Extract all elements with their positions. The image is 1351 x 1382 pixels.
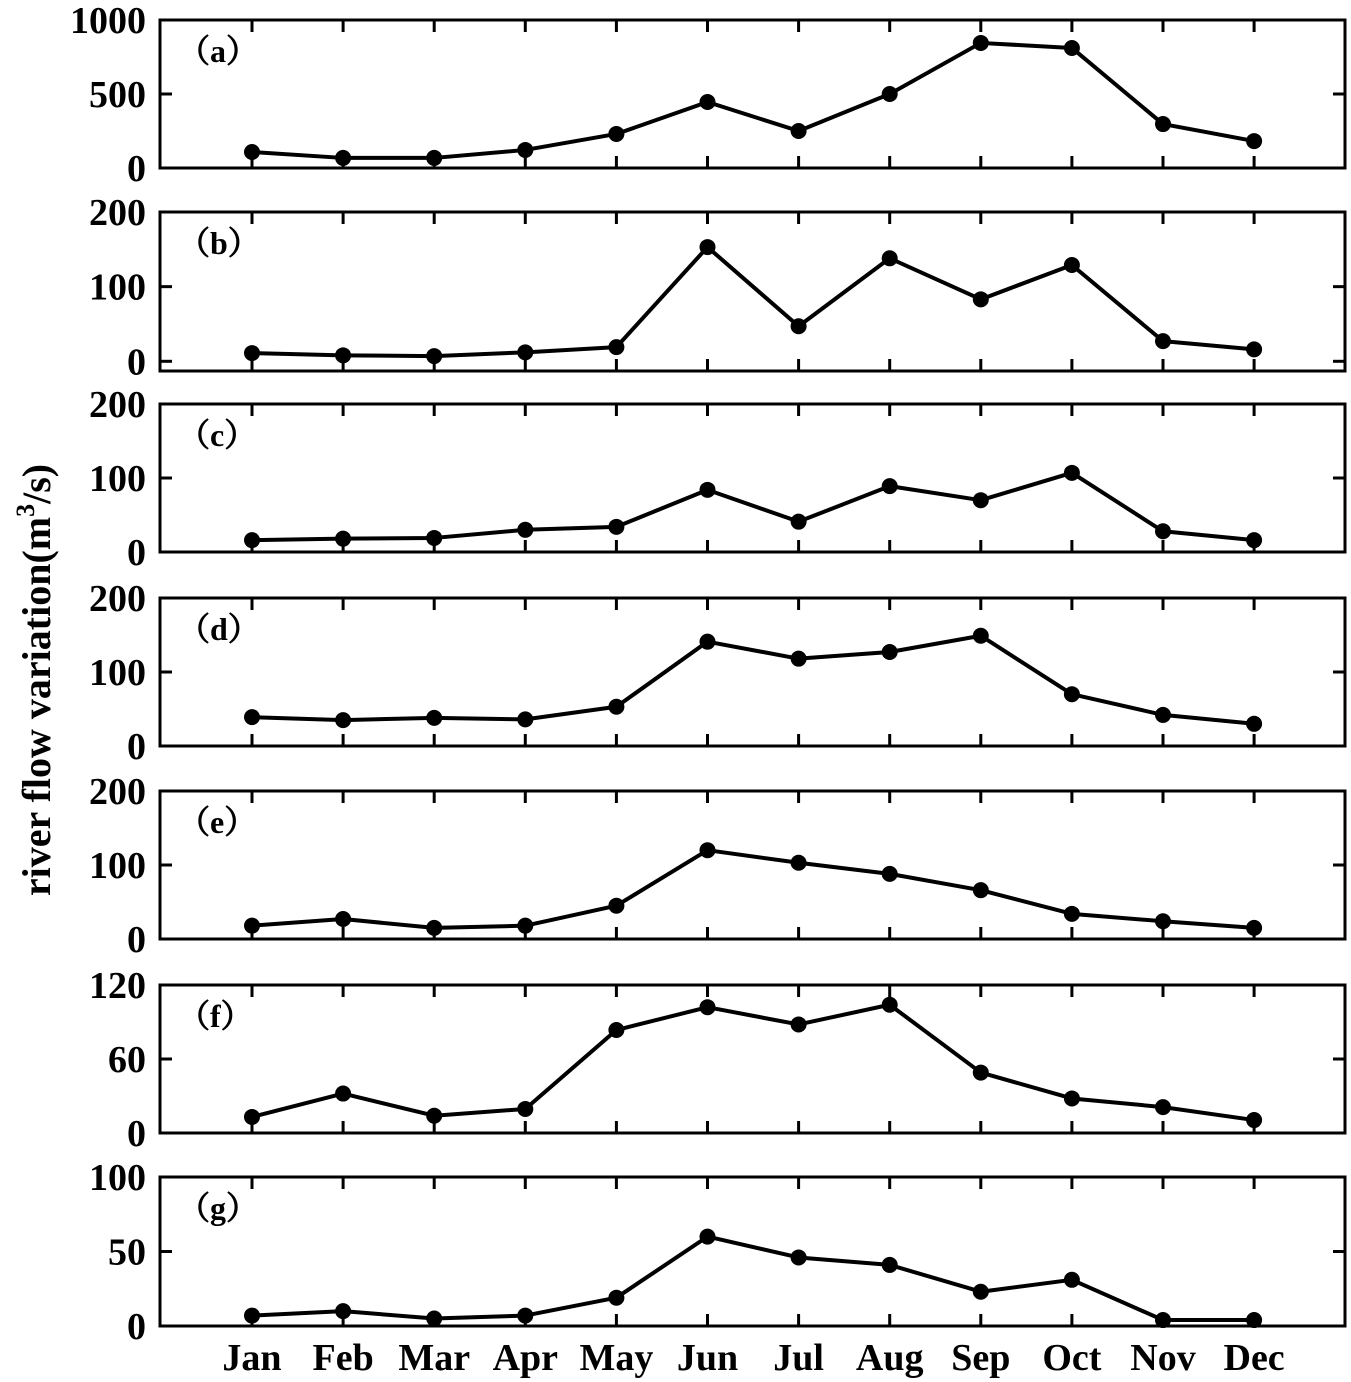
data-point-jun [700,1229,716,1245]
data-point-jan [244,918,260,934]
data-point-jan [244,144,260,160]
data-point-dec [1246,716,1262,732]
x-tick-label: Jun [676,1337,739,1379]
data-point-sep [973,628,989,644]
data-point-oct [1064,906,1080,922]
data-point-sep [973,291,989,307]
series-line [252,850,1254,928]
data-point-jun [700,842,716,858]
data-point-feb [335,911,351,927]
y-tick-label: 0 [127,919,146,961]
panel-label: （e） [178,804,257,840]
y-tick-label: 200 [89,578,146,620]
data-point-mar [426,1311,442,1327]
data-point-may [608,898,624,914]
y-tick-label: 0 [127,1113,146,1155]
data-point-aug [882,1257,898,1273]
data-point-apr [517,711,533,727]
x-tick-label: Jan [222,1337,282,1379]
data-point-dec [1246,133,1262,149]
data-point-feb [335,1086,351,1102]
y-axis-label: river flow $variation(m^3/s)$ [11,463,59,897]
data-point-oct [1064,257,1080,273]
data-point-apr [517,918,533,934]
x-tick-label: Feb [312,1337,374,1379]
data-point-jun [700,94,716,110]
data-point-sep [973,1065,989,1081]
y-tick-label: 200 [89,384,146,426]
data-point-dec [1246,1112,1262,1128]
data-point-feb [335,1303,351,1319]
data-point-jul [791,1016,807,1032]
data-point-mar [426,348,442,364]
data-point-may [608,699,624,715]
series-line [252,636,1254,724]
data-point-oct [1064,40,1080,56]
data-point-aug [882,478,898,494]
data-point-may [608,1022,624,1038]
panel-frame [160,20,1345,168]
panel-c [89,384,1345,574]
panel-label: （b） [178,225,260,261]
data-point-apr [517,142,533,158]
y-tick-label: 0 [127,341,146,384]
y-tick-label: 500 [89,74,146,116]
data-point-jul [791,318,807,334]
data-point-jan [244,532,260,548]
y-tick-label: 100 [89,652,146,694]
data-point-jun [700,634,716,650]
series-line [252,1237,1254,1320]
data-point-nov [1155,523,1171,539]
data-point-nov [1155,913,1171,929]
data-point-jun [700,999,716,1015]
data-point-oct [1064,1272,1080,1288]
data-point-dec [1246,1312,1262,1328]
y-tick-label: 200 [89,192,146,234]
data-point-mar [426,530,442,546]
data-point-oct [1064,686,1080,702]
data-point-apr [517,522,533,538]
data-point-jul [791,123,807,139]
data-point-apr [517,1101,533,1117]
panel-frame [160,1177,1345,1326]
panel-g [89,1157,1345,1348]
series-line [252,1005,1254,1120]
x-tick-label: Jul [773,1337,824,1379]
data-point-mar [426,710,442,726]
y-tick-label: 100 [89,1157,146,1199]
series-line [252,473,1254,540]
data-point-jan [244,1308,260,1324]
y-tick-label: 1000 [70,0,146,42]
data-point-nov [1155,116,1171,132]
data-point-nov [1155,1312,1171,1328]
data-point-sep [973,882,989,898]
y-tick-label: 60 [108,1039,146,1081]
y-tick-label: 0 [127,532,146,574]
x-tick-label: Dec [1223,1337,1285,1379]
data-point-mar [426,1108,442,1124]
x-tick-label: Sep [951,1337,1011,1379]
data-point-dec [1246,532,1262,548]
data-point-jul [791,855,807,871]
x-tick-label: Mar [398,1337,471,1379]
data-point-oct [1064,1090,1080,1106]
panel-f [89,965,1345,1155]
data-point-feb [335,712,351,728]
data-point-may [608,126,624,142]
data-point-mar [426,920,442,936]
data-point-sep [973,1284,989,1300]
data-point-may [608,1290,624,1306]
data-point-apr [517,1308,533,1324]
y-tick-label: 200 [89,771,146,813]
x-tick-label: May [579,1337,654,1379]
data-point-aug [882,86,898,102]
data-point-nov [1155,707,1171,723]
x-tick-label: Oct [1042,1337,1102,1379]
data-point-jun [700,482,716,498]
data-point-dec [1246,920,1262,936]
data-point-aug [882,250,898,266]
series-line [252,43,1254,158]
data-point-sep [973,35,989,51]
y-tick-label: 100 [89,458,146,500]
data-point-aug [882,866,898,882]
x-tick-label: Apr [492,1337,559,1379]
y-tick-label: 50 [108,1231,146,1274]
panel-a [70,0,1345,190]
series-line [252,247,1254,356]
y-tick-label: 0 [127,148,146,190]
y-tick-label: 0 [127,1306,146,1348]
data-point-aug [882,997,898,1013]
panel-label: （c） [178,417,257,453]
panel-label: （g） [178,1190,259,1226]
data-point-jul [791,1249,807,1265]
panel-b [89,192,1345,383]
data-point-jan [244,345,260,361]
data-point-feb [335,347,351,363]
data-point-jan [244,1109,260,1125]
data-point-nov [1155,1099,1171,1115]
data-point-mar [426,150,442,166]
data-point-jul [791,514,807,530]
data-point-jul [791,651,807,667]
y-tick-label: 100 [89,266,146,309]
y-tick-label: 0 [127,726,146,768]
x-tick-label: Aug [855,1337,924,1379]
y-tick-label: 100 [89,845,146,887]
panel-e [89,771,1345,961]
y-tick-label: 120 [89,965,146,1007]
x-tick-label: Nov [1130,1337,1196,1379]
panel-label: （f） [178,998,253,1034]
panel-label: （a） [178,33,259,69]
data-point-jun [700,239,716,255]
panel-d [89,578,1345,768]
data-point-feb [335,150,351,166]
data-point-jan [244,709,260,725]
data-point-oct [1064,465,1080,481]
data-point-apr [517,344,533,360]
data-point-aug [882,644,898,660]
data-point-may [608,519,624,535]
data-point-feb [335,531,351,547]
panel-label: （d） [178,611,260,647]
data-point-may [608,339,624,355]
data-point-sep [973,492,989,508]
data-point-nov [1155,333,1171,349]
data-point-dec [1246,341,1262,357]
